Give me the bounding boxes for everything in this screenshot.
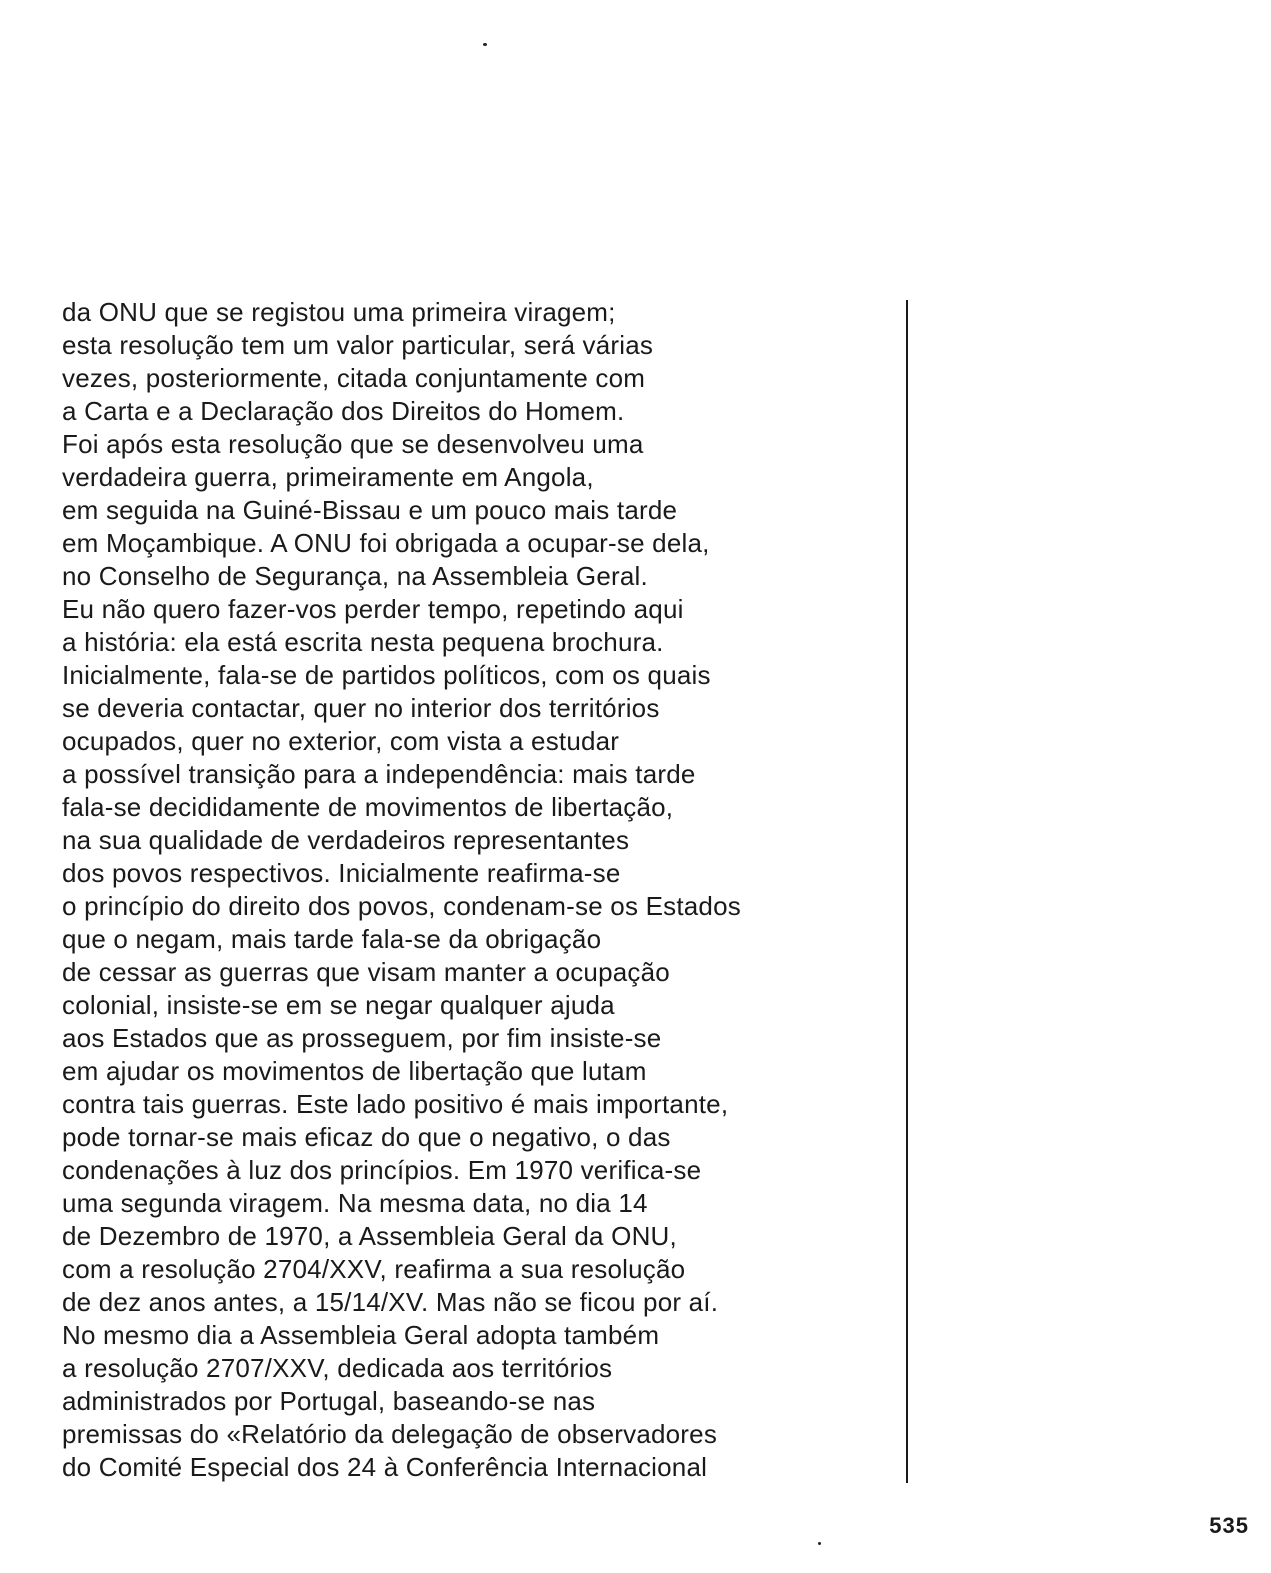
text-line: Inicialmente, fala-se de partidos políticos, com os quais <box>62 660 711 690</box>
text-line: se deveria contactar, quer no interior dos territórios <box>62 693 660 723</box>
text-line: de Dezembro de 1970, a Assembleia Geral da ONU, <box>62 1221 677 1251</box>
text-line: que o negam, mais tarde fala-se da obrigação <box>62 924 602 954</box>
text-line: contra tais guerras. Este lado positivo é mais importante, <box>62 1089 729 1119</box>
text-line: a Carta e a Declaração dos Direitos do Homem. <box>62 396 625 426</box>
text-line: Foi após esta resolução que se desenvolveu uma <box>62 429 644 459</box>
text-line: No mesmo dia a Assembleia Geral adopta também <box>62 1320 660 1350</box>
text-line: aos Estados que as prosseguem, por fim insiste-se <box>62 1023 662 1053</box>
text-line: condenações à luz dos princípios. Em 1970 verifica-se <box>62 1155 702 1185</box>
text-line: em seguida na Guiné-Bissau e um pouco mais tarde <box>62 495 678 525</box>
text-line: da ONU que se registou uma primeira viragem; <box>62 297 616 327</box>
page-number: 535 <box>1209 1513 1249 1538</box>
text-line: a história: ela está escrita nesta pequena brochura. <box>62 627 664 657</box>
text-line: com a resolução 2704/XXV, reafirma a sua resolução <box>62 1254 686 1284</box>
text-line: vezes, posteriormente, citada conjuntamente com <box>62 363 646 393</box>
text-line: de cessar as guerras que visam manter a ocupação <box>62 957 670 987</box>
body-text <box>62 296 902 1484</box>
text-line: a possível transição para a independência: mais tarde <box>62 759 696 789</box>
text-line: esta resolução tem um valor particular, será várias <box>62 330 654 360</box>
text-line: a resolução 2707/XXV, dedicada aos territórios <box>62 1353 613 1383</box>
text-line: fala-se decididamente de movimentos de libertação, <box>62 792 674 822</box>
text-line: na sua qualidade de verdadeiros representantes <box>62 825 630 855</box>
text-line: no Conselho de Segurança, na Assembleia Geral. <box>62 561 648 591</box>
margin-rule <box>906 300 908 1483</box>
scan-speck-top <box>483 43 487 46</box>
text-line: administrados por Portugal, baseando-se nas <box>62 1386 596 1416</box>
text-line: colonial, insiste-se em se negar qualquer ajuda <box>62 990 615 1020</box>
text-line: em ajudar os movimentos de libertação que lutam <box>62 1056 647 1086</box>
text-line: uma segunda viragem. Na mesma data, no dia 14 <box>62 1188 648 1218</box>
scan-speck-bottom <box>818 1542 821 1545</box>
text-line: do Comité Especial dos 24 à Conferência Internacional <box>62 1452 708 1482</box>
text-line: ocupados, quer no exterior, com vista a estudar <box>62 726 620 756</box>
text-line: pode tornar-se mais eficaz do que o negativo, o das <box>62 1122 671 1152</box>
text-line: em Moçambique. A ONU foi obrigada a ocupar-se dela, <box>62 528 710 558</box>
text-line: premissas do «Relatório da delegação de observadores <box>62 1419 718 1449</box>
text-line: verdadeira guerra, primeiramente em Angola, <box>62 462 594 492</box>
text-line: Eu não quero fazer-vos perder tempo, repetindo aqui <box>62 594 684 624</box>
text-line: o princípio do direito dos povos, condenam-se os Estados <box>62 891 741 921</box>
text-line: dos povos respectivos. Inicialmente reafirma-se <box>62 858 621 888</box>
text-line: de dez anos antes, a 15/14/XV. Mas não se ficou por aí. <box>62 1287 719 1317</box>
